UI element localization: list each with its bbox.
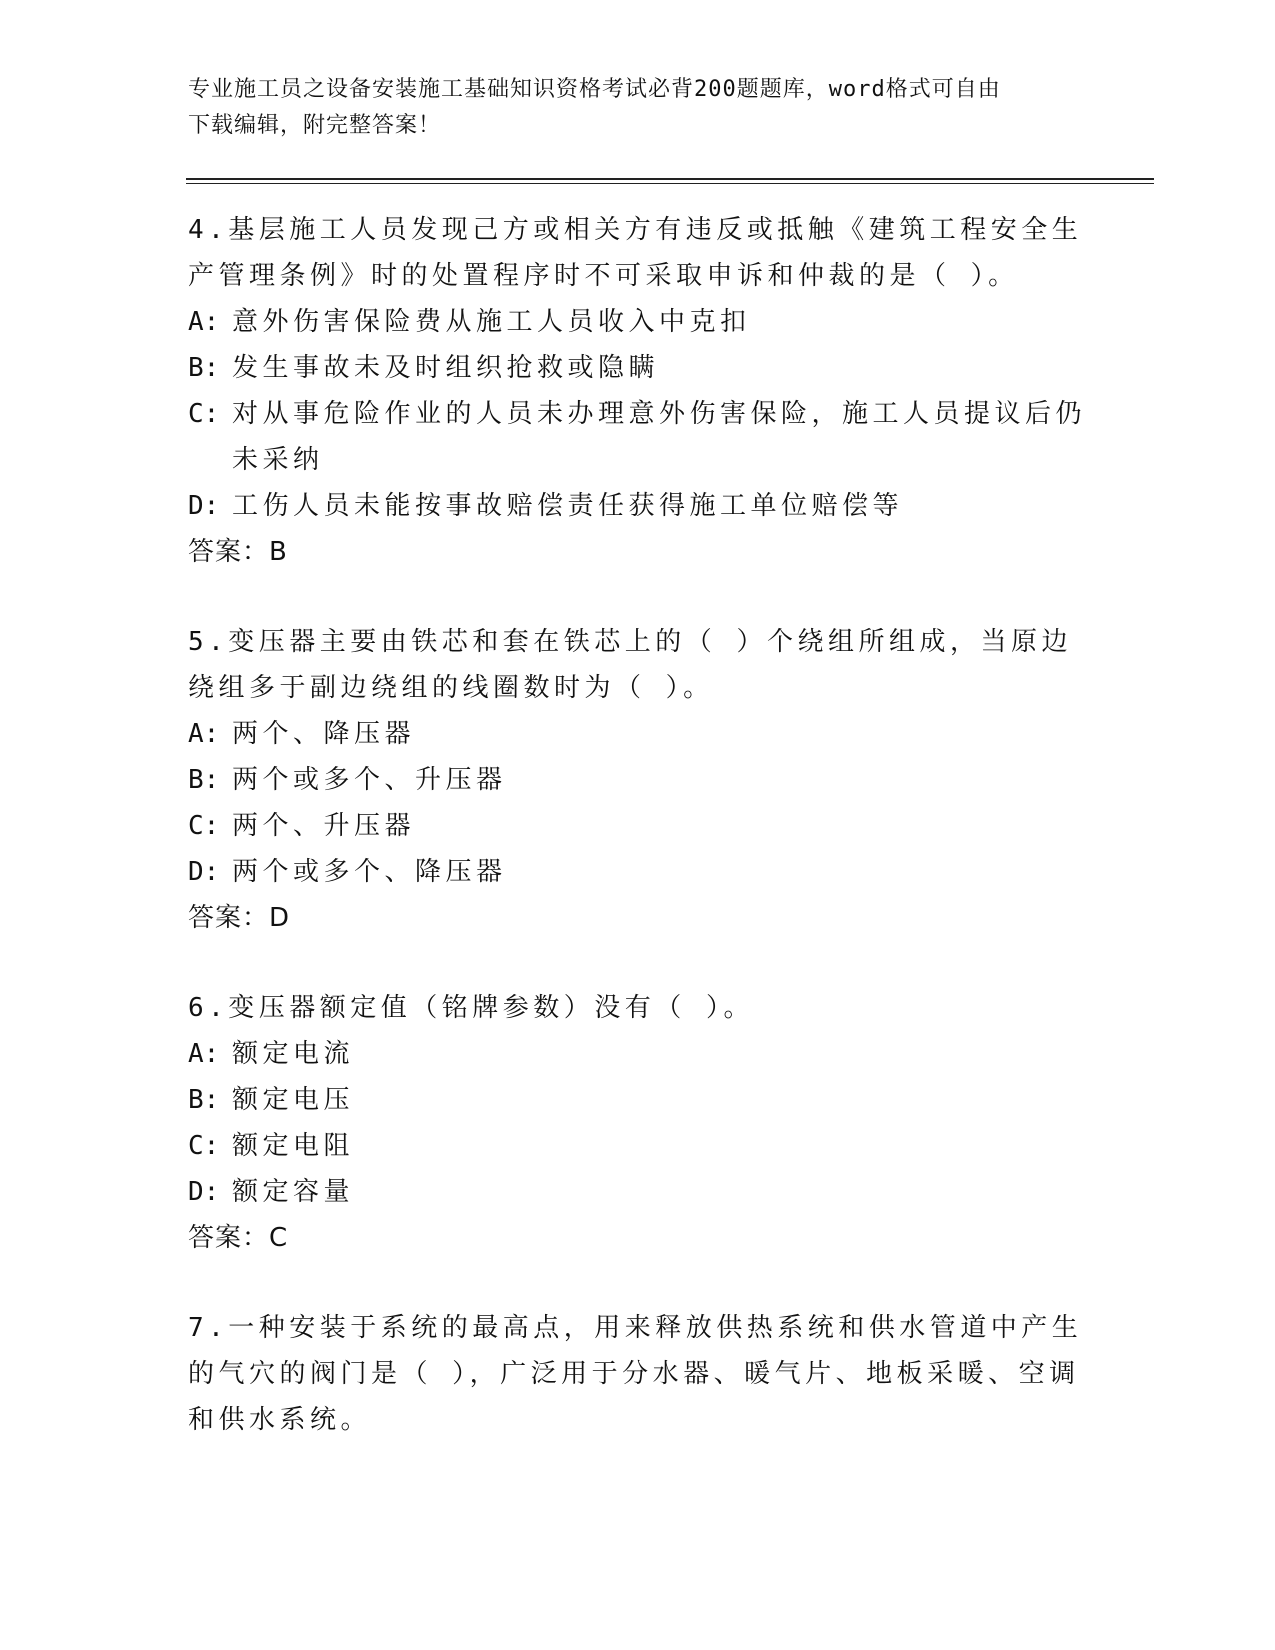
answer: 答案：C <box>188 1223 289 1253</box>
option-letter: A: <box>188 1039 220 1069</box>
option-text: 意外伤害保险费从施工人员收入中克扣 <box>232 307 751 337</box>
option-text: 发生事故未及时组织抢救或隐瞒 <box>232 353 660 383</box>
option-text: 两个、升压器 <box>232 811 416 841</box>
answer: 答案：B <box>188 537 288 567</box>
option-text: 工伤人员未能按事故赔偿责任获得施工单位赔偿等 <box>232 491 904 521</box>
document-header <box>188 72 1068 144</box>
question-6 <box>188 985 1088 1261</box>
option-text: 额定容量 <box>232 1177 355 1207</box>
question-text: 6.变压器额定值（铭牌参数）没有（ ）。 <box>188 993 754 1023</box>
option-text: 两个或多个、升压器 <box>232 765 507 795</box>
option-text: 额定电压 <box>232 1085 355 1115</box>
option-text: 两个、降压器 <box>232 719 416 749</box>
option-d <box>188 1169 1088 1215</box>
option-letter: A: <box>188 307 220 337</box>
header-divider <box>186 178 1154 180</box>
option-b <box>188 345 1088 391</box>
question-text: 4.基层施工人员发现己方或相关方有违反或抵触《建筑工程安全生产管理条例》时的处置程序时不可采取申诉和仲裁的是（ ）。 <box>188 215 1083 291</box>
header-divider-thin <box>186 183 1154 184</box>
question-text: 7.一种安装于系统的最高点，用来释放供热系统和供水管道中产生的气穴的阀门是（ ），广泛用于分水器、暖气片、地板采暖、空调和供水系统。 <box>188 1313 1083 1435</box>
option-letter: D: <box>188 491 220 521</box>
question-7 <box>188 1305 1088 1443</box>
option-c <box>188 391 1088 483</box>
option-d <box>188 849 1088 895</box>
option-c <box>188 1123 1088 1169</box>
option-d <box>188 483 1088 529</box>
option-letter: C: <box>188 399 220 429</box>
option-letter: B: <box>188 353 220 383</box>
option-text: 两个或多个、降压器 <box>232 857 507 887</box>
option-text: 额定电流 <box>232 1039 355 1069</box>
option-text: 对从事危险作业的人员未办理意外伤害保险，施工人员提议后仍未采纳 <box>232 399 1087 475</box>
option-c <box>188 803 1088 849</box>
question-list <box>188 207 1088 1487</box>
option-letter: C: <box>188 811 220 841</box>
option-b <box>188 757 1088 803</box>
option-letter: C: <box>188 1131 220 1161</box>
header-line-1: 专业施工员之设备安装施工基础知识资格考试必背200题题库，word格式可自由 <box>188 77 1001 102</box>
question-4 <box>188 207 1088 575</box>
option-a <box>188 299 1088 345</box>
header-line-2: 下载编辑，附完整答案！ <box>188 113 442 138</box>
option-letter: B: <box>188 765 220 795</box>
option-a <box>188 711 1088 757</box>
option-letter: D: <box>188 857 220 887</box>
option-letter: A: <box>188 719 220 749</box>
option-letter: B: <box>188 1085 220 1115</box>
question-5 <box>188 619 1088 941</box>
option-a <box>188 1031 1088 1077</box>
answer: 答案：D <box>188 903 291 933</box>
option-text: 额定电阻 <box>232 1131 355 1161</box>
question-text: 5.变压器主要由铁芯和套在铁芯上的（ ）个绕组所组成，当原边绕组多于副边绕组的线圈数时为（ ）。 <box>188 627 1072 703</box>
option-letter: D: <box>188 1177 220 1207</box>
option-b <box>188 1077 1088 1123</box>
